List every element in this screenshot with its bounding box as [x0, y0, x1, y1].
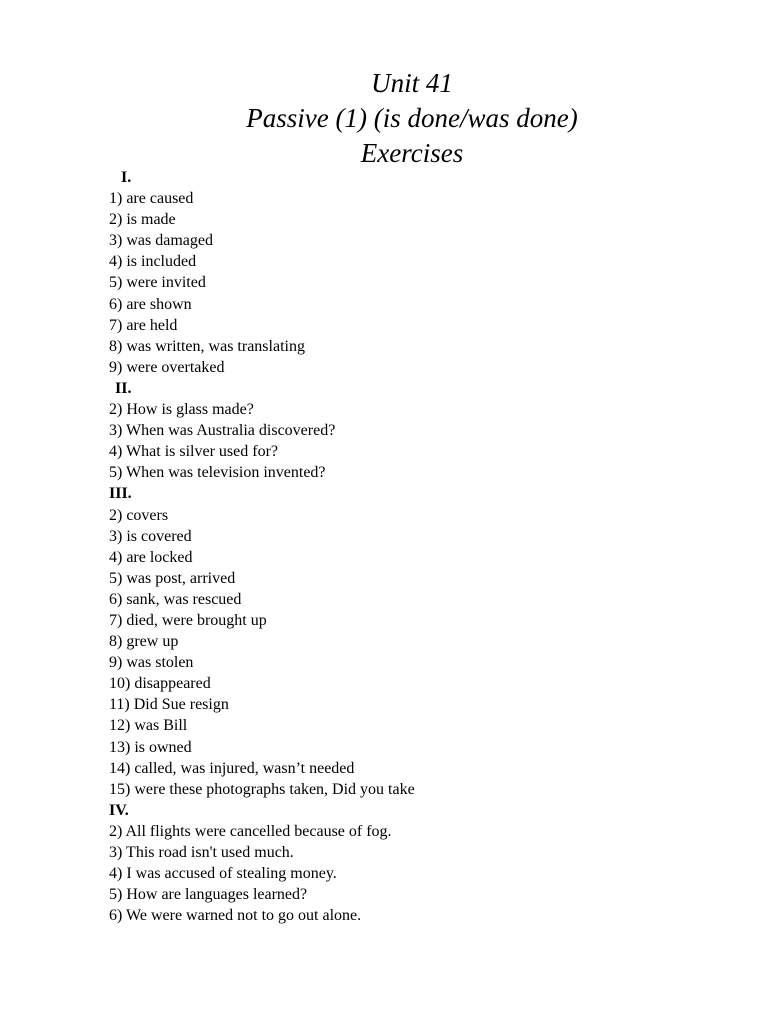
answer-item: 7) died, were brought up	[109, 611, 267, 629]
answer-item: 13) is owned	[109, 738, 192, 756]
answer-item: 3) is covered	[109, 527, 192, 545]
answer-item: 11) Did Sue resign	[109, 696, 229, 714]
answer-item: 5) were invited	[109, 274, 206, 292]
section-heading-3: III.	[109, 485, 132, 503]
unit-title: Unit 41	[371, 68, 453, 98]
answer-item: 2) is made	[109, 211, 176, 229]
answer-item: 2) covers	[109, 506, 169, 524]
title-block	[0, 66, 768, 171]
answer-item: 4) I was accused of stealing money.	[109, 865, 337, 883]
answer-key	[109, 167, 729, 926]
answer-item: 4) are locked	[109, 548, 193, 566]
answer-item: 9) were overtaked	[109, 358, 225, 376]
answer-item: 4) What is silver used for?	[109, 443, 278, 461]
section-heading-1: I.	[121, 169, 132, 186]
section-heading-2: II.	[115, 379, 132, 397]
answer-item: 14) called, was injured, wasn’t needed	[109, 759, 355, 777]
answer-item: 3) When was Australia discovered?	[109, 422, 336, 440]
answer-item: 3) This road isn't used much.	[109, 844, 294, 861]
topic-title: Passive (1) (is done/was done)	[246, 103, 578, 133]
answer-item: 6) sank, was rescued	[109, 590, 242, 608]
answer-item: 4) is included	[109, 253, 197, 271]
answer-item: 8) was written, was translating	[109, 337, 305, 355]
section-heading-4: IV.	[109, 801, 129, 819]
exercises-title: Exercises	[360, 138, 464, 168]
answer-item: 3) was damaged	[109, 232, 213, 250]
answer-item: 2) How is glass made?	[109, 401, 254, 419]
answer-item: 15) were these photographs taken, Did you take	[109, 780, 415, 798]
answer-item: 6) are shown	[109, 295, 192, 313]
answer-item: 1) are caused	[109, 190, 194, 208]
answer-item: 5) When was television invented?	[109, 464, 326, 482]
answer-item: 8) grew up	[109, 633, 179, 651]
answer-item: 5) was post, arrived	[109, 569, 236, 587]
answer-item: 2) All flights were cancelled because of fog.	[109, 822, 392, 840]
answer-item: 12) was Bill	[109, 717, 188, 735]
answer-item: 5) How are languages learned?	[109, 886, 308, 904]
answer-item: 9) was stolen	[109, 654, 194, 672]
answer-item: 6) We were warned not to go out alone.	[109, 907, 362, 925]
answer-item: 7) are held	[109, 316, 178, 334]
answer-item: 10) disappeared	[109, 675, 211, 693]
